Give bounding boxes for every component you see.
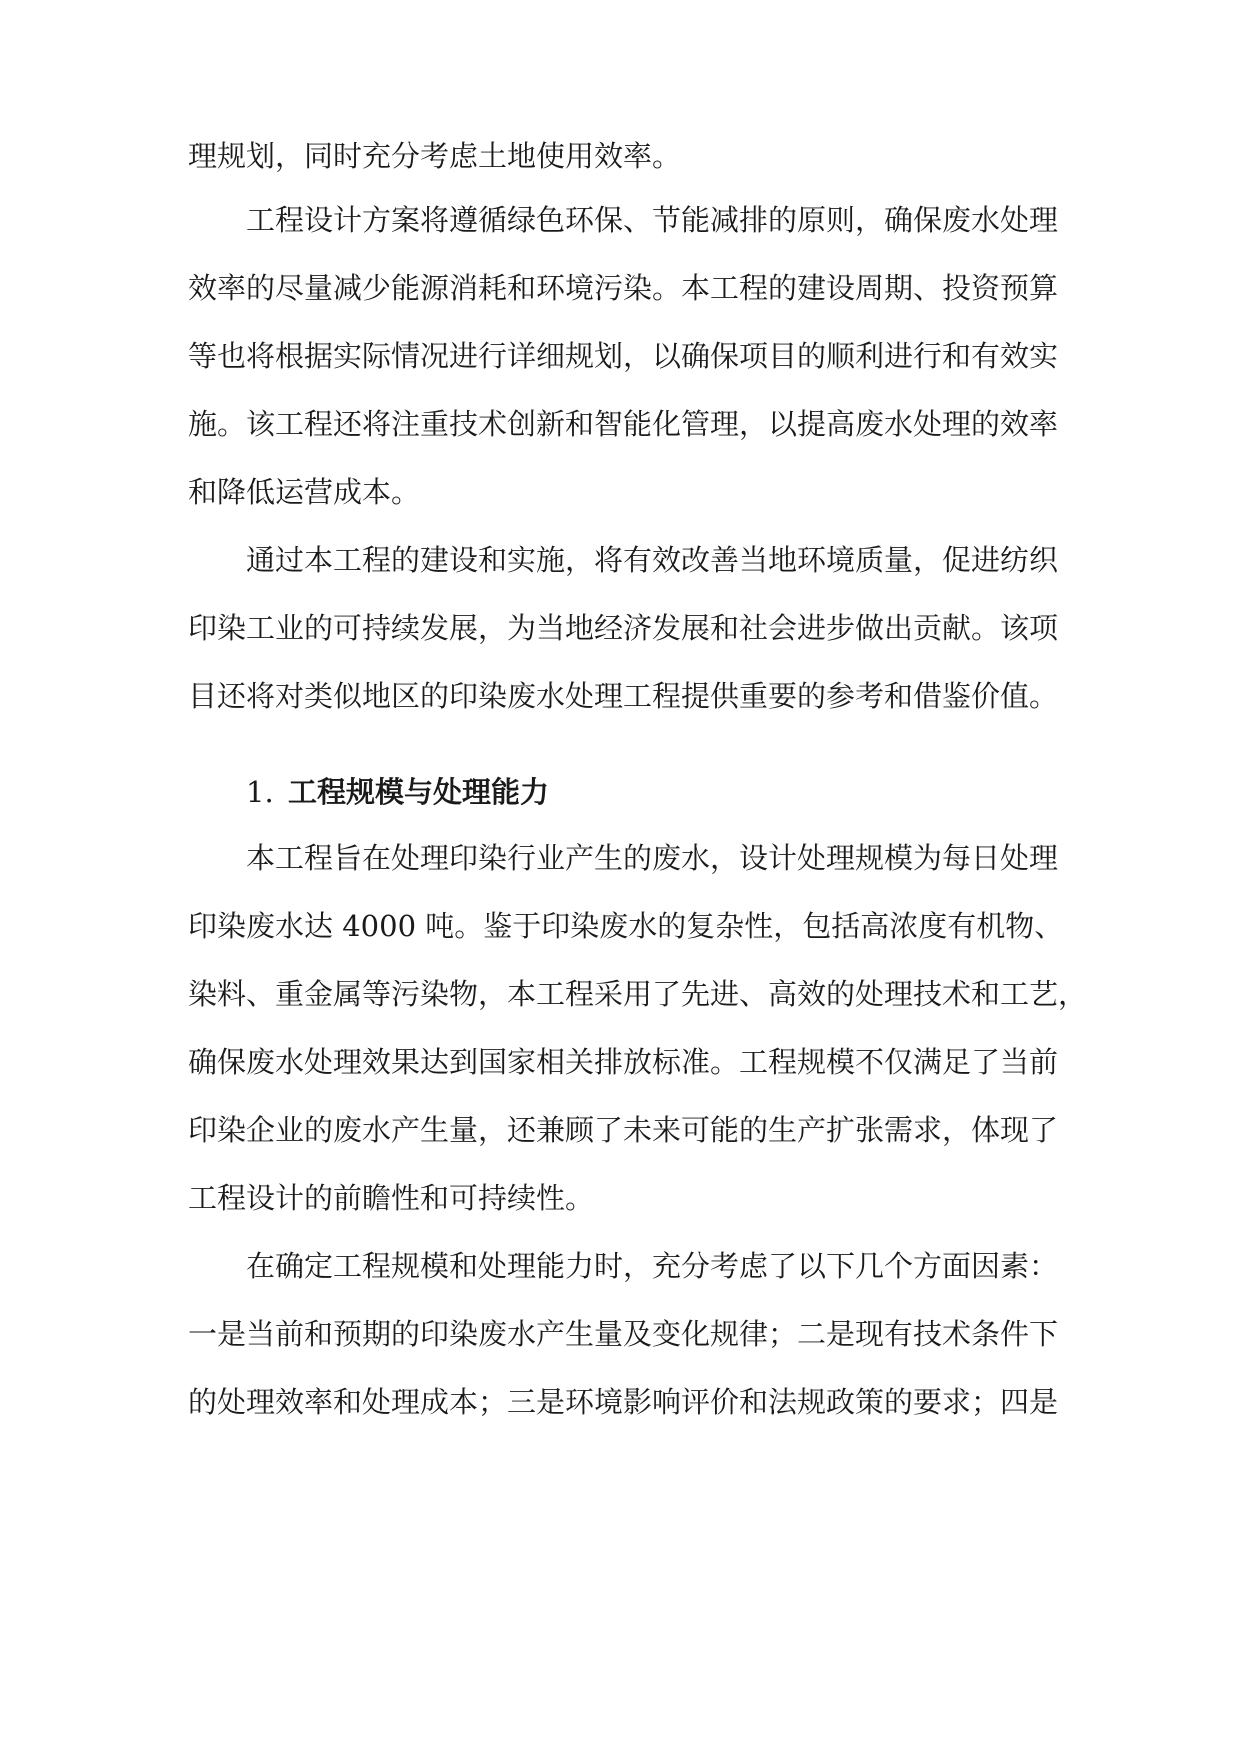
paragraph-5-line-1: 在确定工程规模和处理能力时，充分考虑了以下几个方面因素： <box>246 1249 1059 1283</box>
section-heading <box>246 772 549 812</box>
section-title: 工程规模与处理能力 <box>288 775 550 809</box>
paragraph-2-line-5: 和降低运营成本。 <box>188 475 421 509</box>
paragraph-4-line-4: 确保废水处理效果达到国家相关排放标准。工程规模不仅满足了当前 <box>188 1045 1059 1079</box>
paragraph-2-line-2: 效率的尽量减少能源消耗和环境污染。本工程的建设周期、投资预算 <box>188 271 1059 305</box>
paragraph-4-line-5: 印染企业的废水产生量，还兼顾了未来可能的生产扩张需求，体现了 <box>188 1113 1059 1147</box>
paragraph-4-line-1: 本工程旨在处理印染行业产生的废水，设计处理规模为每日处理 <box>246 841 1059 875</box>
paragraph-3-line-2: 印染工业的可持续发展，为当地经济发展和社会进步做出贡献。该项 <box>188 611 1059 645</box>
paragraph-2-line-4: 施。该工程还将注重技术创新和智能化管理，以提高废水处理的效率 <box>188 407 1059 441</box>
paragraph-3-line-1: 通过本工程的建设和实施，将有效改善当地环境质量，促进纺织 <box>246 543 1059 577</box>
paragraph-4-line-6: 工程设计的前瞻性和可持续性。 <box>188 1181 595 1215</box>
paragraph-1-line-1: 理规划，同时充分考虑土地使用效率。 <box>188 139 682 173</box>
paragraph-5-line-2: 一是当前和预期的印染废水产生量及变化规律；二是现有技术条件下 <box>188 1317 1059 1351</box>
section-number: 1. <box>246 775 274 809</box>
paragraph-3-line-3: 目还将对类似地区的印染废水处理工程提供重要的参考和借鉴价值。 <box>188 679 1059 713</box>
paragraph-2-line-1: 工程设计方案将遵循绿色环保、节能减排的原则，确保废水处理 <box>246 203 1059 237</box>
paragraph-5-line-3: 的处理效率和处理成本；三是环境影响评价和法规政策的要求；四是 <box>188 1385 1059 1419</box>
paragraph-4-line-3: 染料、重金属等污染物，本工程采用了先进、高效的处理技术和工艺， <box>188 977 1088 1011</box>
paragraph-4-line-2: 印染废水达 4000 吨。鉴于印染废水的复杂性，包括高浓度有机物、 <box>188 909 1064 943</box>
paragraph-2-line-3: 等也将根据实际情况进行详细规划，以确保项目的顺利进行和有效实 <box>188 339 1059 373</box>
